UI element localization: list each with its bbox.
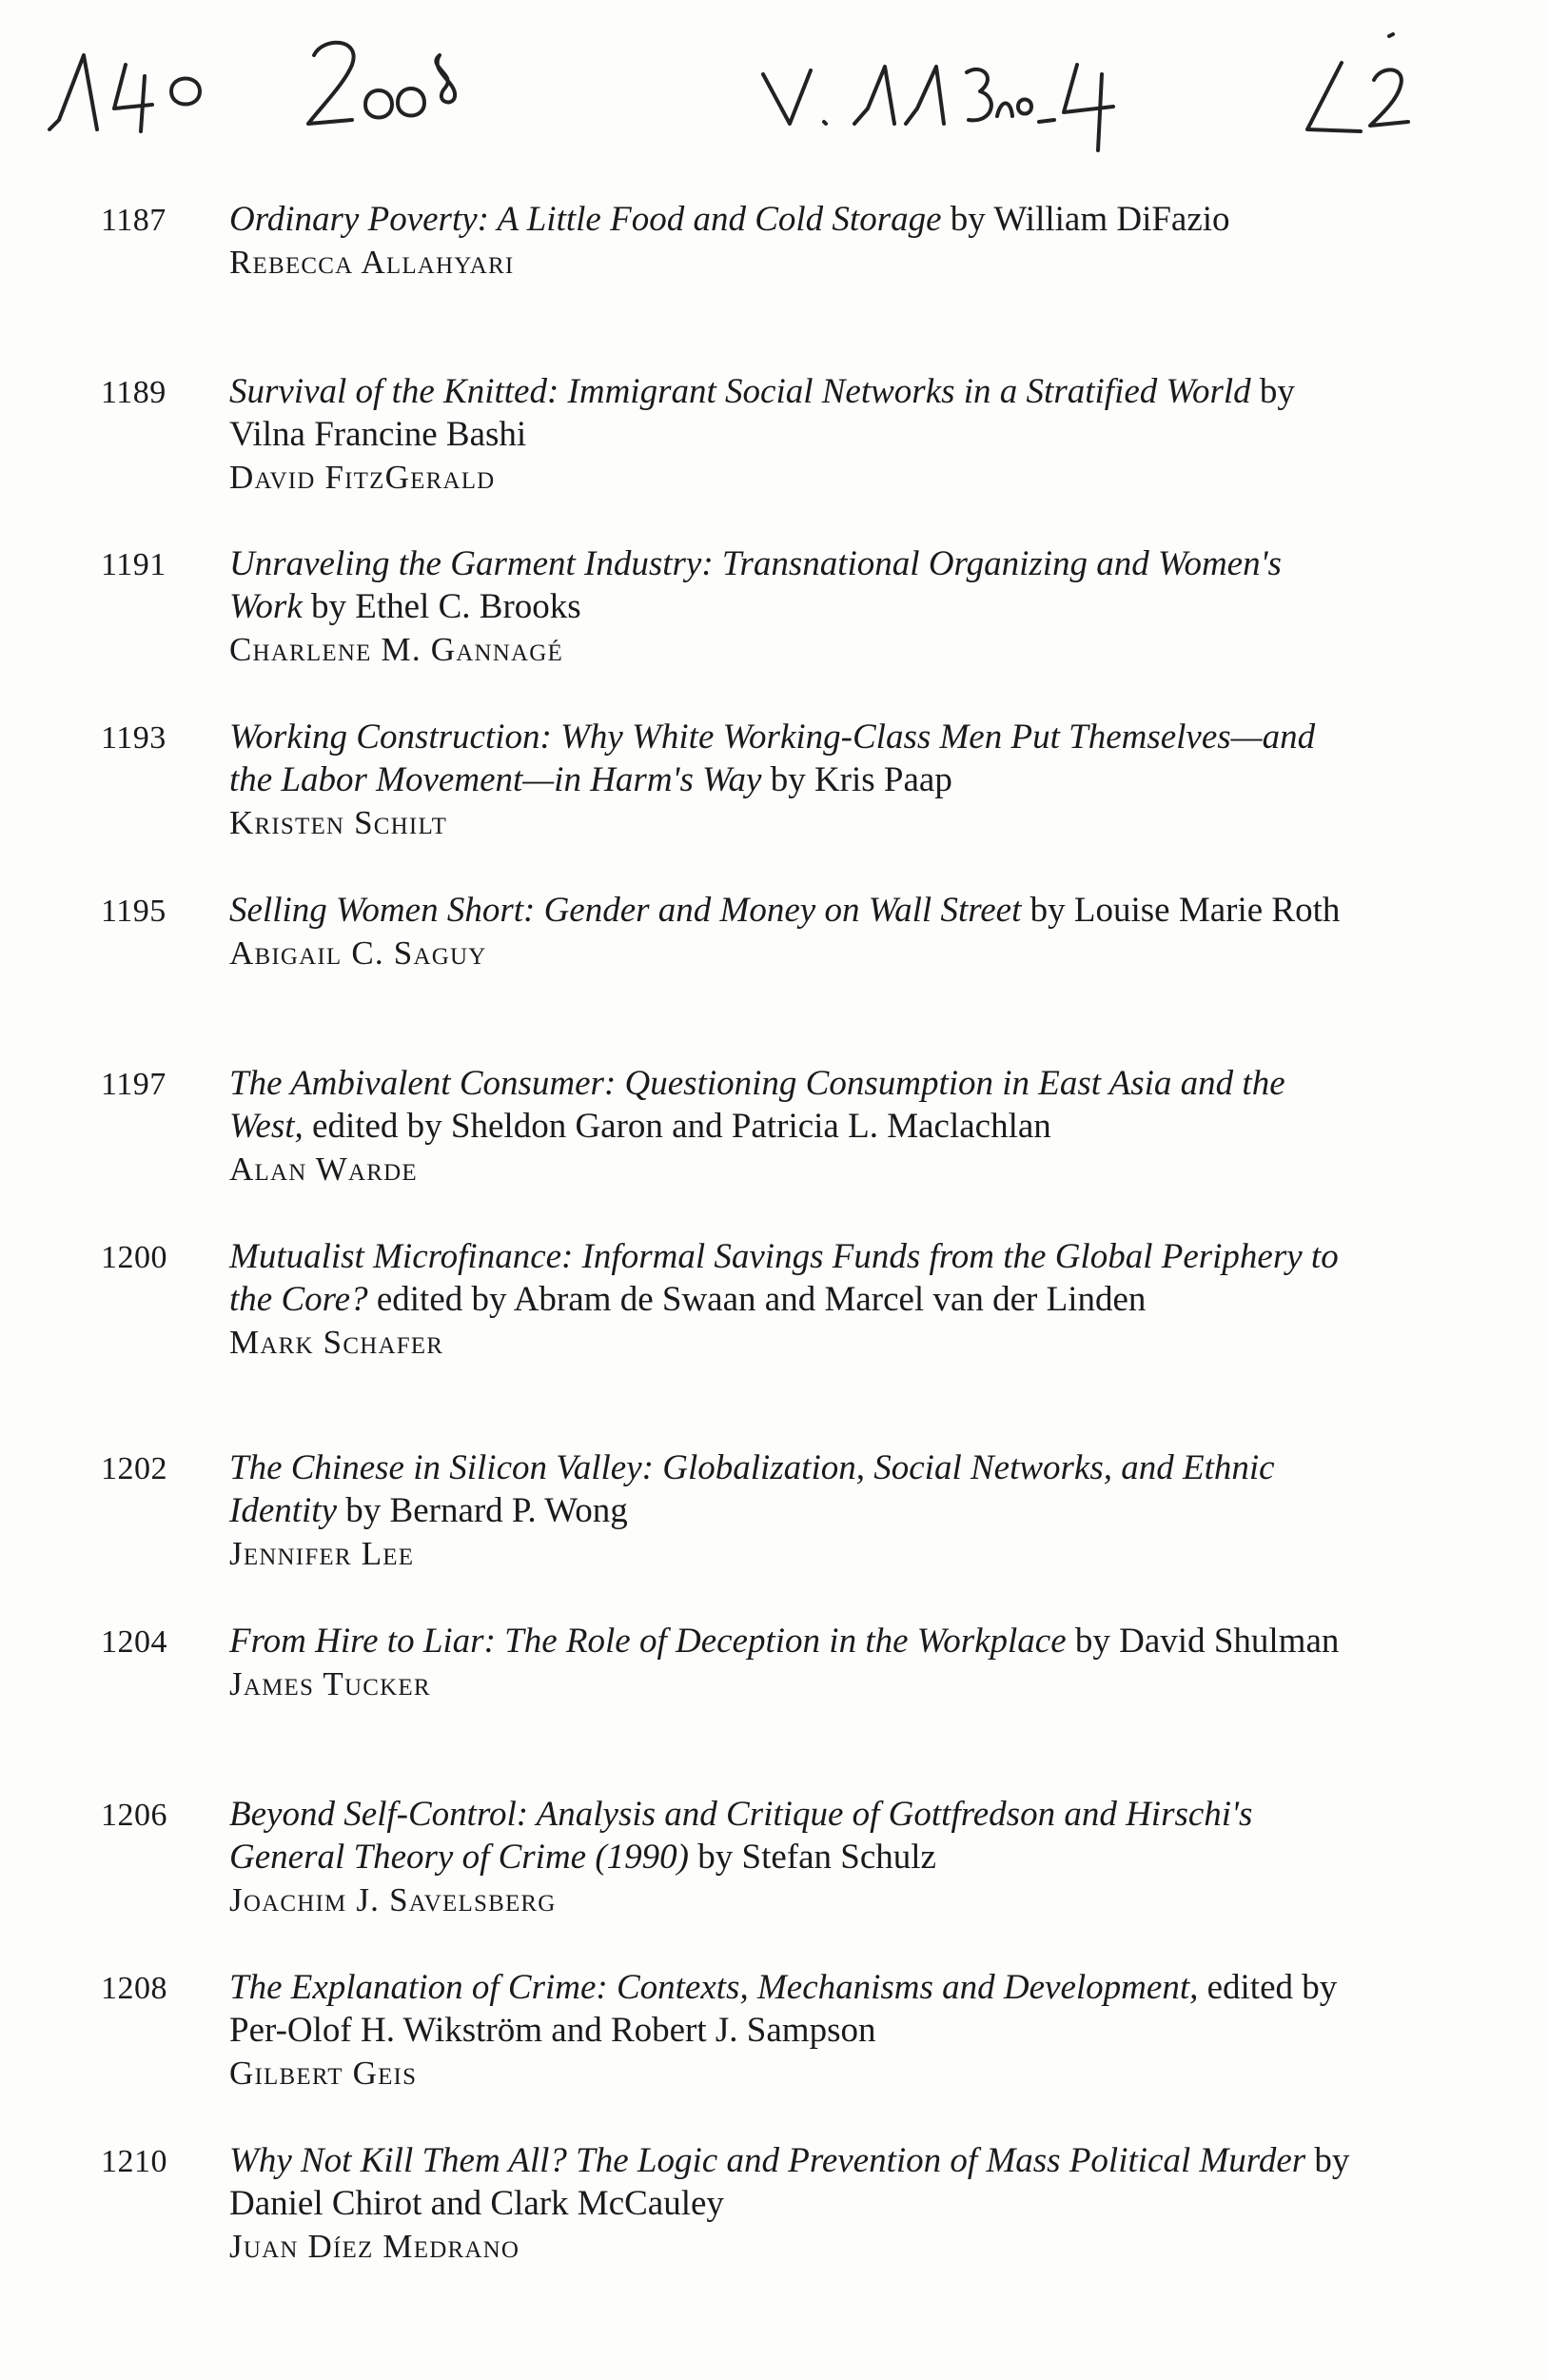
reviewer-name: Mark Schafer xyxy=(229,1324,444,1361)
page-number: 1200 xyxy=(101,1240,167,1275)
page-number: 1206 xyxy=(101,1798,167,1833)
entry-text xyxy=(229,889,1352,975)
entry-text xyxy=(229,1620,1352,1706)
book-byline: by Bernard P. Wong xyxy=(337,1491,628,1530)
review-entry xyxy=(0,1235,1549,1446)
book-byline: by Stefan Schulz xyxy=(689,1838,936,1877)
book-title: Selling Women Short: Gender and Money on Wall Street xyxy=(229,891,1022,930)
handwritten-call-number xyxy=(38,17,1522,160)
book-byline: by William DiFazio xyxy=(941,200,1230,239)
page-number: 1191 xyxy=(101,547,167,582)
review-entry xyxy=(0,1062,1549,1235)
entry-text xyxy=(229,1446,1352,1576)
page-number: 1208 xyxy=(101,1971,167,2006)
reviewer-name: Joachim J. Savelsberg xyxy=(229,1881,557,1918)
book-title: Survival of the Knitted: Immigrant Social Networks in a Stratified World xyxy=(229,372,1251,411)
entry-text xyxy=(229,1235,1352,1365)
book-byline: edited by Per-Olof H. Wikström and Robert J. Sampson xyxy=(229,1968,1338,2050)
entry-text xyxy=(229,198,1352,285)
reviewer-name: Kristen Schilt xyxy=(229,804,448,841)
book-byline: by Ethel C. Brooks xyxy=(302,587,581,626)
book-title: The Explanation of Crime: Contexts, Mechanisms and Development, xyxy=(229,1968,1199,2007)
review-entry xyxy=(0,1620,1549,1793)
entry-text xyxy=(229,542,1352,672)
reviewer-name: Juan Díez Medrano xyxy=(229,2228,520,2265)
book-title: Unraveling the Garment Industry: Transnational Organizing and Women's Work xyxy=(229,544,1282,626)
reviewer-name: Rebecca Allahyari xyxy=(229,244,515,281)
page-number: 1189 xyxy=(101,375,167,410)
page-number: 1187 xyxy=(101,203,167,238)
book-byline: by Daniel Chirot and Clark McCauley xyxy=(229,2141,1350,2223)
review-entry xyxy=(0,2139,1549,2312)
review-entry xyxy=(0,1446,1549,1620)
entry-text xyxy=(229,1966,1352,2095)
book-byline: by David Shulman xyxy=(1066,1622,1340,1661)
entry-text xyxy=(229,716,1352,845)
entry-text xyxy=(229,2139,1352,2269)
review-entry xyxy=(0,716,1549,889)
review-list xyxy=(0,198,1549,2312)
book-title: Mutualist Microfinance: Informal Savings Funds from the Global Periphery to the Core? xyxy=(229,1237,1339,1319)
book-title: From Hire to Liar: The Role of Deception in the Workplace xyxy=(229,1622,1067,1661)
page-number: 1204 xyxy=(101,1624,167,1660)
reviewer-name: David FitzGerald xyxy=(229,459,496,496)
entry-text xyxy=(229,1062,1352,1191)
page-number: 1210 xyxy=(101,2144,167,2179)
book-title: Beyond Self-Control: Analysis and Critique of Gottfredson and Hirschi's General Theory of Crime (1990) xyxy=(229,1795,1253,1877)
reviewer-name: Alan Warde xyxy=(229,1151,418,1188)
book-title: Ordinary Poverty: A Little Food and Cold Storage xyxy=(229,200,942,239)
reviewer-name: Gilbert Geis xyxy=(229,2055,418,2092)
book-title: Why Not Kill Them All? The Logic and Prevention of Mass Political Murder xyxy=(229,2141,1306,2180)
review-entry xyxy=(0,542,1549,716)
page-number: 1195 xyxy=(101,894,167,929)
reviewer-name: Abigail C. Saguy xyxy=(229,934,487,972)
book-byline: by Vilna Francine Bashi xyxy=(229,372,1295,454)
page-number: 1202 xyxy=(101,1451,167,1486)
book-byline: by Kris Paap xyxy=(761,760,952,799)
book-byline: by Louise Marie Roth xyxy=(1021,891,1341,930)
book-byline: edited by Abram de Swaan and Marcel van der Linden xyxy=(367,1280,1147,1319)
entry-text xyxy=(229,1793,1352,1922)
reviewer-name: Charlene M. Gannagé xyxy=(229,631,563,668)
review-entry xyxy=(0,370,1549,542)
book-title: The Ambivalent Consumer: Questioning Consumption in East Asia and the West, xyxy=(229,1064,1285,1146)
page-number: 1197 xyxy=(101,1067,167,1102)
reviewer-name: James Tucker xyxy=(229,1665,431,1702)
review-entry xyxy=(0,1966,1549,2139)
review-entry xyxy=(0,1793,1549,1966)
book-title: Working Construction: Why White Working-Class Men Put Themselves—and the Labor Movement—in Harm's Way xyxy=(229,718,1316,799)
handwriting-strokes xyxy=(38,17,1522,160)
reviewer-name: Jennifer Lee xyxy=(229,1535,415,1572)
review-entry xyxy=(0,889,1549,1062)
page-number: 1193 xyxy=(101,720,167,756)
review-entry xyxy=(0,198,1549,370)
book-byline: edited by Sheldon Garon and Patricia L. Maclachlan xyxy=(303,1107,1051,1146)
entry-text xyxy=(229,370,1352,500)
book-title: The Chinese in Silicon Valley: Globalization, Social Networks, and Ethnic Identity xyxy=(229,1448,1275,1530)
